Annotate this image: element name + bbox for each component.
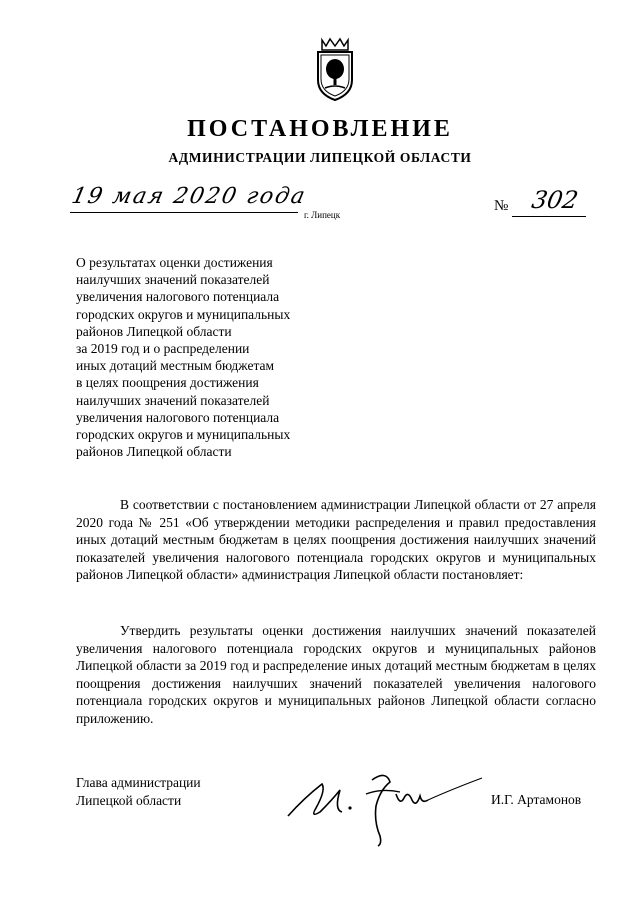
subject-line: в целях поощрения достижения [76,375,259,391]
subject-line: О результатах оценки достижения [76,255,273,270]
subject-line: наилучших значений показателей [76,272,270,288]
signatory-name: И.Г. Артамонов [491,792,582,807]
signature-icon [282,760,492,850]
city-label: г. Липецк [304,210,341,220]
document-title: ПОСТАНОВЛЕНИЕ [187,116,453,142]
subject-line: иных дотаций местным бюджетам [76,358,275,374]
position-line: Глава администрации [76,775,201,790]
number-label: № [494,198,509,214]
subject-line: городских округов и муниципальных [76,306,291,322]
subject-line: наилучших значений показателей [76,392,270,408]
subject-line: увеличения налогового потенциала [76,289,280,305]
document-subject [76,254,346,460]
handwritten-number: 302 [529,186,581,214]
coat-of-arms-icon [312,36,358,102]
position-line: Липецкой области [76,793,182,808]
issuer-subtitle: АДМИНИСТРАЦИИ ЛИПЕЦКОЙ ОБЛАСТИ [168,150,472,165]
subject-line: городских округов и муниципальных [76,427,291,443]
handwritten-date: 19 мая 2020 года [69,184,309,209]
resolution-text: Утвердить результаты оценки достижения наилучших значений показателей увеличения налогового потенциала городских округов и муниципальных районов Липецкой области за 2019 год и распределение иных дотаций местным бюджетам в целях поощрения достижения наилучших значений показателей увеличения налогового потенциала городских округов и муниципальных районов Липецкой области согласно приложению. [76,623,596,726]
resolution-paragraph [76,622,596,727]
date-underline [70,212,298,213]
preamble-text: В соответствии с постановлением администрации Липецкой области от 27 апреля 2020 года № 251 «Об утверждении методики распределения и правил предоставления иных дотаций местным бюджетам в целях поощрения достижения наилучших значений показателей увеличения налогового потенциала городских округов и муниципальных районов Липецкой области» администрация Липецкой области постановляет: [76,497,596,582]
subject-line: районов Липецкой области [76,444,232,460]
signatory-position [76,774,201,810]
number-underline [512,216,586,217]
subject-line: увеличения налогового потенциала [76,409,280,425]
preamble-paragraph [76,496,596,584]
subject-line: районов Липецкой области [76,323,232,339]
subject-line: за 2019 год и о распределении [76,341,250,357]
